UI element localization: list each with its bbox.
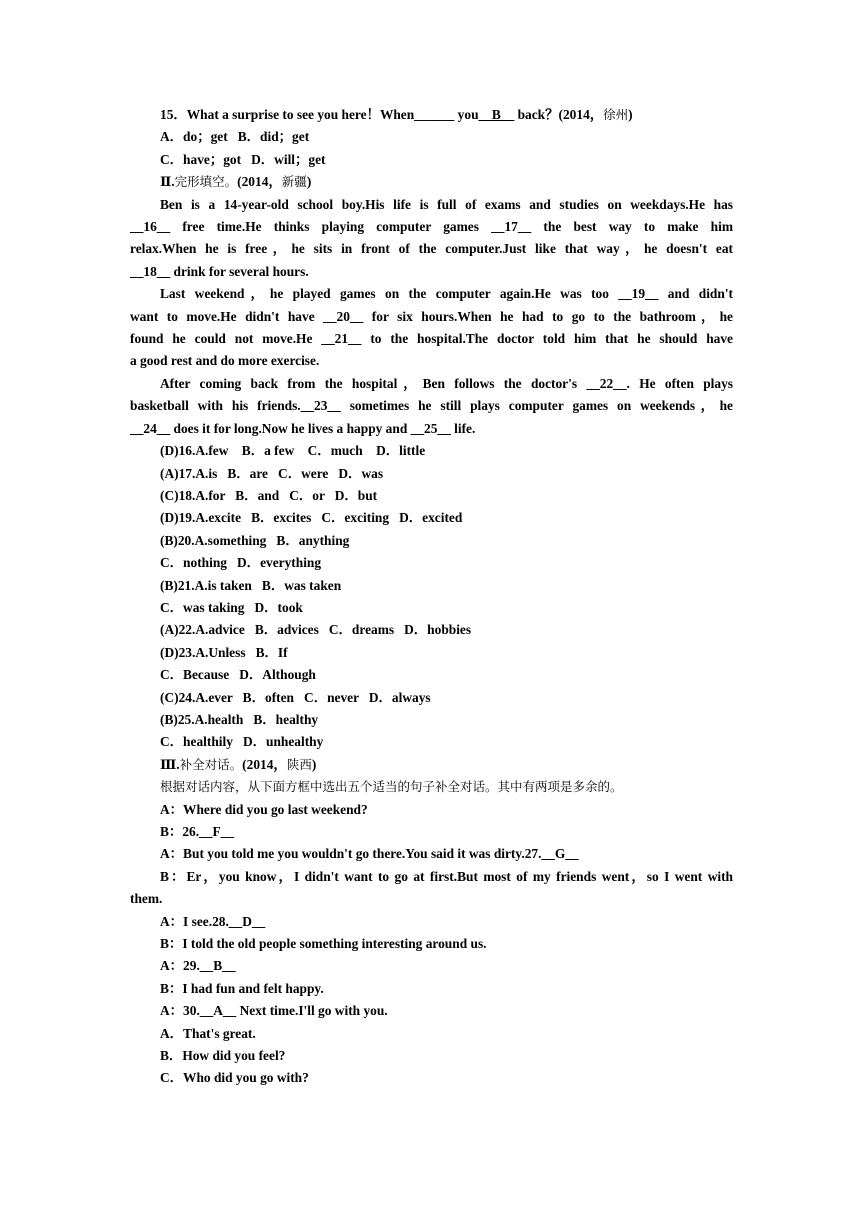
cloze-heading-year: (2014，: [237, 174, 282, 190]
answer-option-line: (C)18.A.for B．and C．or D．but: [160, 487, 378, 503]
dialogue-heading-close: ): [311, 756, 317, 772]
passage-p1-line1: Ben is a 14-year-old school boy.His life is full of exams and studies on weekdays.He has: [160, 196, 733, 212]
dialogue-heading-title: 补全对话。: [179, 756, 243, 772]
dialogue-line: A：But you told me you wouldn't go there.You said it was dirty.27.__G__: [160, 846, 579, 862]
answer-option-line: C．nothing D．everything: [160, 555, 322, 571]
cloze-heading-close: ): [306, 174, 312, 190]
dialogue-heading: [130, 754, 733, 776]
dialogue-line: B：I had fun and felt happy.: [160, 980, 324, 996]
answer-option-line: (C)24.A.ever B．often C．never D．always: [160, 689, 431, 705]
question-15-answer: __B__: [478, 107, 515, 122]
answer-option-line: (B)21.A.is taken B．was taken: [160, 577, 342, 593]
question-15-options-ab: A．do；get B．did；get: [160, 129, 310, 145]
dialogue-choice: C．Who did you go with?: [160, 1070, 309, 1086]
answer-option-line: C．healthily D．unhealthy: [160, 734, 324, 750]
dialogue-line: A：I see.28.__D__: [160, 913, 266, 929]
passage-p2-line2: want to move.He didn't have __20__ for six hours.When he had to go to the bathroom，he: [130, 308, 733, 324]
passage-p1-line2: __16__ free time.He thinks playing computer games __17__ the best way to make him: [130, 219, 733, 235]
dialogue-line: A：29.__B__: [160, 958, 236, 974]
dialogue-line: B：Er，you know，I didn't want to go at first.But most of my friends went，so I went with: [160, 868, 733, 884]
answer-option-line: (B)20.A.something B．anything: [160, 532, 350, 548]
passage-p1-line4: __18__ drink for several hours.: [130, 263, 309, 279]
cloze-heading-place: 新疆: [281, 174, 307, 190]
answer-option-line: (D)16.A.few B．a few C．much D．little: [160, 443, 426, 459]
cloze-heading-numeral: Ⅱ.: [160, 174, 175, 190]
question-15-source: back？(2014，: [514, 107, 604, 122]
document-page: [130, 104, 733, 1090]
question-15-options-cd: C．have；got D．will；get: [160, 151, 326, 167]
passage-p1-line3: relax.When he is free，he sits in front of the computer.Just like that way，he doesn't eat: [130, 241, 733, 257]
dialogue-line: B：I told the old people something interesting around us.: [160, 936, 487, 952]
answer-option-line: (B)25.A.health B．healthy: [160, 711, 319, 727]
question-15-text: 15．What a surprise to see you here！When______ you: [160, 107, 479, 122]
dialogue-line: B：26.__F__: [160, 824, 235, 839]
passage-p3-line1: After coming back from the hospital，Ben follows the doctor's __22__. He often plays: [160, 375, 733, 391]
passage-p2-line1: Last weekend，he played games on the computer again.He was too __19__ and didn't: [160, 286, 733, 302]
dialogue-choice: A．That's great.: [160, 1025, 256, 1041]
answer-option-line: (A)22.A.advice B．advices C．dreams D．hobbies: [160, 622, 472, 638]
answer-option-line: (D)23.A.Unless B．If: [160, 644, 288, 660]
passage-p3-line2: basketball with his friends.__23__ sometimes he still plays computer games on weekends，he: [130, 398, 733, 414]
passage-p2-line4: a good rest and do more exercise.: [130, 353, 320, 369]
dialogue-line: A：Where did you go last weekend?: [160, 801, 368, 817]
question-15: [130, 104, 733, 126]
answer-option-line: (A)17.A.is B．are C．were D．was: [160, 465, 384, 481]
passage-p3-line3: __24__ does it for long.Now he lives a happy and __25__ life.: [130, 420, 476, 436]
dialogue-line: them.: [130, 891, 163, 907]
answer-option-line: C．Because D．Although: [160, 667, 316, 683]
question-15-close: ): [628, 107, 633, 122]
answer-option-line: (D)19.A.excite B．excites C．exciting D．excited: [160, 510, 463, 526]
passage-p2-line3: found he could not move.He __21__ to the hospital.The doctor told him that he should have: [130, 331, 733, 347]
dialogue-choice: B．How did you feel?: [160, 1048, 286, 1064]
dialogue-line: A：30.__A__ Next time.I'll go with you.: [160, 1003, 388, 1019]
dialogue-heading-place: 陕西: [286, 756, 312, 772]
cloze-heading: [130, 171, 733, 193]
dialogue-heading-year: (2014，: [242, 756, 287, 772]
question-15-place: 徐州: [603, 107, 629, 122]
cloze-heading-title: 完形填空。: [174, 174, 238, 190]
dialogue-heading-numeral: Ⅲ.: [160, 756, 180, 772]
answer-option-line: C．was taking D．took: [160, 599, 303, 615]
dialogue-instruction: 根据对话内容，从下面方框中选出五个适当的句子补全对话。其中有两项是多余的。: [160, 779, 623, 795]
